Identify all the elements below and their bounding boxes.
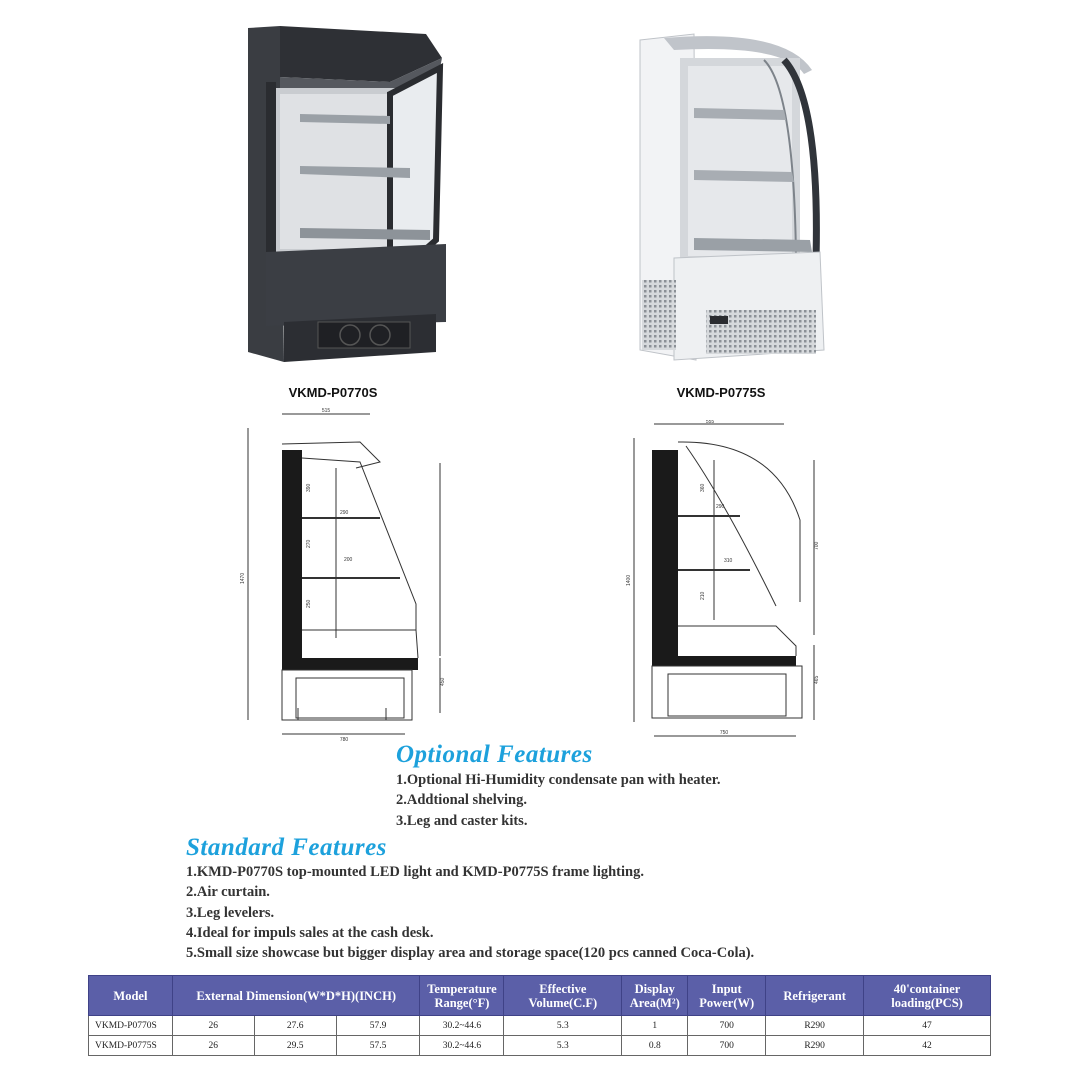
optional-features-heading: Optional Features	[396, 741, 593, 768]
dim-shelf-gap-1: 390	[306, 483, 312, 492]
standard-features-list	[186, 862, 754, 963]
spec-table	[88, 975, 991, 1056]
cell-loading: 42	[864, 1036, 991, 1056]
cell-volume: 5.3	[504, 1016, 622, 1036]
standard-feature-item: 2.Air curtain.	[186, 884, 270, 901]
cell-display-area: 0.8	[622, 1036, 688, 1056]
standard-feature-item: 5.Small size showcase but bigger display area and storage space(120 pcs canned Coca-Cola).	[186, 945, 755, 962]
dim-height-total: 1470	[240, 572, 246, 584]
showcase-photo-black	[240, 22, 456, 372]
cell-power: 700	[688, 1016, 766, 1036]
technical-drawing-p0770s	[240, 408, 450, 743]
cell-refrigerant: R290	[766, 1036, 864, 1056]
dim-shelf-depth-1: 290	[716, 504, 725, 510]
header-volume: Effective Volume(C.F)	[504, 976, 622, 1016]
header-container-loading: 40'container loading(PCS)	[864, 976, 991, 1016]
technical-drawing-p0775s	[624, 420, 824, 740]
dim-shelf-gap-1: 360	[700, 483, 706, 492]
cell-height: 57.9	[336, 1016, 420, 1036]
cell-volume: 5.3	[504, 1036, 622, 1056]
header-refrigerant: Refrigerant	[766, 976, 864, 1016]
optional-features-list	[396, 770, 721, 831]
cell-display-area: 1	[622, 1016, 688, 1036]
cell-width: 26	[172, 1036, 254, 1056]
cell-height: 57.5	[336, 1036, 420, 1056]
cell-loading: 47	[864, 1016, 991, 1036]
cell-depth: 29.5	[254, 1036, 336, 1056]
optional-feature-item: 1.Optional Hi-Humidity condensate pan with heater.	[396, 772, 721, 788]
dim-width-top: 515	[321, 408, 331, 414]
dim-base-height: 450	[440, 677, 446, 686]
cell-temperature: 30.2~44.6	[420, 1036, 504, 1056]
dim-width-bottom: 750	[719, 730, 729, 736]
dim-upper-height: 700	[814, 541, 820, 550]
cell-temperature: 30.2~44.6	[420, 1016, 504, 1036]
table-row	[89, 1036, 991, 1056]
header-model: Model	[89, 976, 173, 1016]
standard-feature-item: 3.Leg levelers.	[186, 904, 275, 921]
header-dimension: External Dimension(W*D*H)(INCH)	[172, 976, 420, 1016]
dim-shelf-gap-3: 250	[306, 599, 312, 608]
dim-width-bottom: 780	[339, 737, 349, 743]
table-row	[89, 1016, 991, 1036]
cell-power: 700	[688, 1036, 766, 1056]
header-input-power: Input Power(W)	[688, 976, 766, 1016]
showcase-photo-silver	[634, 30, 830, 370]
cell-width: 26	[172, 1016, 254, 1036]
optional-feature-item: 2.Addtional shelving.	[396, 792, 527, 809]
standard-feature-item: 4.Ideal for impuls sales at the cash desk.	[186, 924, 434, 941]
model-label-p0775s: VKMD-P0775S	[676, 385, 766, 400]
header-display-area: Display Area(M²)	[622, 976, 688, 1016]
model-label-p0770s: VKMD-P0770S	[288, 385, 378, 400]
dim-shelf-gap-2: 210	[700, 591, 706, 600]
cell-model: VKMD-P0775S	[89, 1036, 173, 1056]
standard-features-heading: Standard Features	[186, 834, 387, 861]
cell-refrigerant: R290	[766, 1016, 864, 1036]
standard-feature-item: 1.KMD-P0770S top-mounted LED light and KMD-P0775S frame lighting.	[186, 864, 644, 880]
dim-width-top: 555	[705, 420, 715, 425]
spec-table-header-row	[89, 976, 991, 1016]
dim-shelf-depth-2: 310	[724, 558, 733, 564]
dim-height-total: 1400	[626, 574, 632, 586]
dim-shelf-depth-1: 290	[340, 510, 349, 516]
dim-shelf-gap-2: 270	[306, 539, 312, 548]
dim-base-height: 465	[814, 675, 820, 684]
dim-shelf-depth-2: 200	[344, 557, 353, 563]
cell-model: VKMD-P0770S	[89, 1016, 173, 1036]
cell-depth: 27.6	[254, 1016, 336, 1036]
optional-feature-item: 3.Leg and caster kits.	[396, 812, 528, 829]
header-temperature: Temperature Range(°F)	[420, 976, 504, 1016]
